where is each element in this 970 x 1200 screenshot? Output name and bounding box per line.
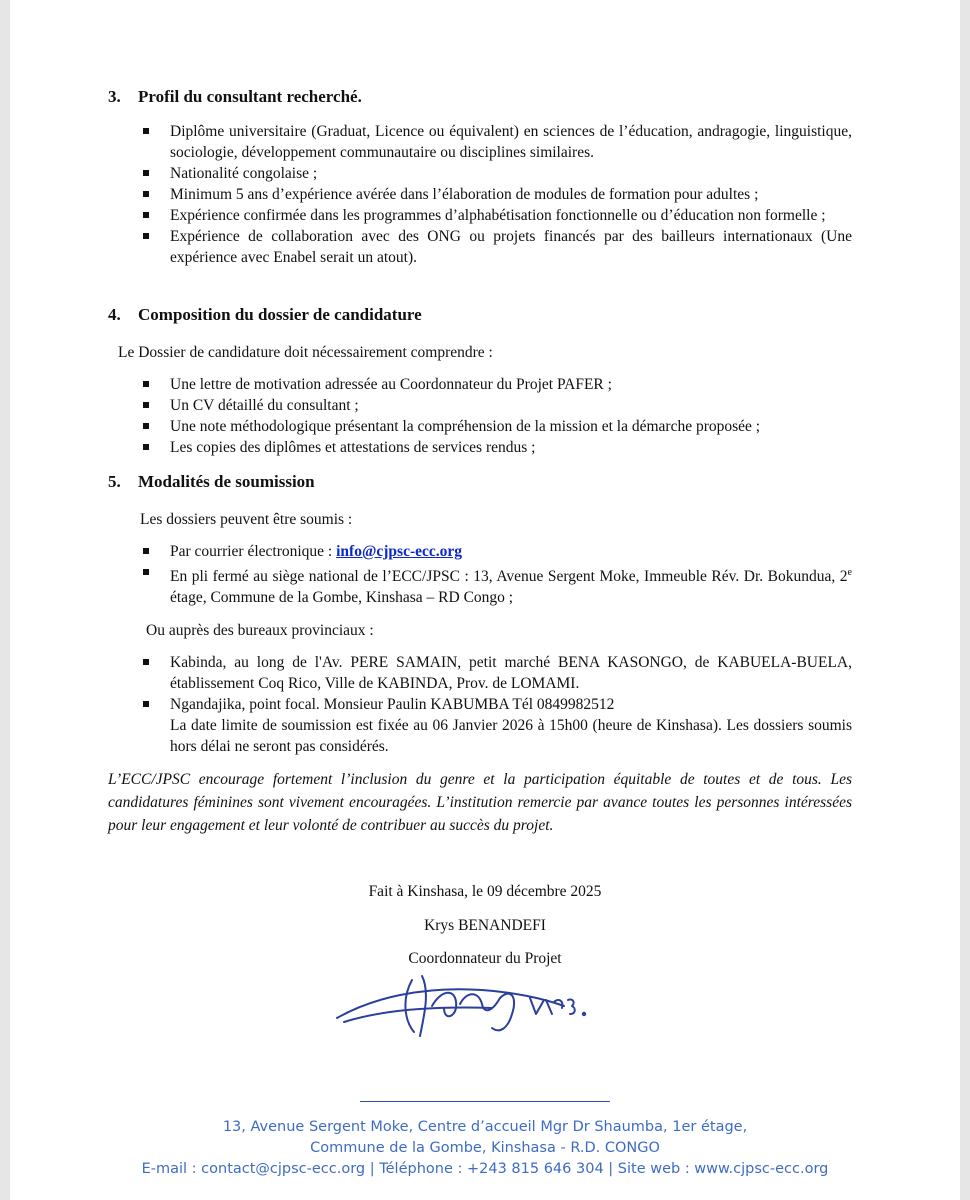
signatory-name: Krys BENANDEFI — [424, 917, 546, 934]
bullet-icon — [143, 233, 149, 239]
section-4-intro: Le Dossier de candidature doit nécessairement comprendre : — [118, 344, 493, 361]
list-item — [140, 652, 852, 694]
section-5-list — [140, 541, 852, 608]
bullet-icon — [143, 701, 149, 707]
provincial-intro: Ou auprès des bureaux provinciaux : — [146, 622, 374, 639]
bullet-icon — [143, 659, 149, 665]
section-4-title: Composition du dossier de candidature — [138, 305, 422, 324]
list-item-text: Expérience confirmée dans les programmes d’alphabétisation fonctionnelle ou d’éducation non formelle ; — [170, 207, 826, 224]
place-date: Fait à Kinshasa, le 09 décembre 2025 — [368, 883, 602, 900]
section-4-number: 4. — [108, 305, 121, 324]
section-5-intro: Les dossiers peuvent être soumis : — [140, 511, 353, 528]
list-item — [140, 694, 852, 757]
list-item — [140, 416, 852, 437]
section-5-heading — [108, 471, 315, 493]
address-text-b: étage, Commune de la Gombe, Kinshasa – RD Congo ; — [170, 589, 514, 607]
list-item — [140, 121, 852, 163]
list-item-text: Kabinda, au long de l'Av. PERE SAMAIN, petit marché BENA KASONGO, de KABUELA-BUELA, établissement Coq Rico, Ville de KABINDA, Prov. de LOMAMI. — [170, 654, 852, 692]
footer-divider — [360, 1101, 610, 1102]
deadline-text: La date limite de soumission est fixée au 06 Janvier 2026 à 15h00 (heure de Kinshasa). Les dossiers soumis hors délai ne seront pas considérés. — [170, 717, 852, 755]
page-edge-right — [960, 0, 970, 1200]
bullet-icon — [143, 170, 149, 176]
list-item — [140, 395, 852, 416]
section-4-heading — [108, 304, 422, 326]
list-item-text: Un CV détaillé du consultant ; — [170, 397, 359, 414]
list-item-text: Expérience de collaboration avec des ONG ou projets financés par des bailleurs internationaux (Une expérience avec Enabel serait un atout). — [170, 228, 852, 266]
list-item — [140, 205, 852, 226]
section-5-number: 5. — [108, 472, 121, 491]
list-item-text: Une note méthodologique présentant la compréhension de la mission et la démarche proposée ; — [170, 418, 761, 435]
address-text-a: En pli fermé au siège national de l’ECC/JPSC : 13, Avenue Sergent Moke, Immeuble Rév. Dr. Bokundua, 2 — [170, 568, 848, 586]
list-item — [140, 541, 852, 562]
section-5-title: Modalités de soumission — [138, 472, 315, 491]
page-edge-left — [0, 0, 10, 1200]
bullet-icon — [143, 402, 149, 408]
list-item — [140, 374, 852, 395]
bullet-icon — [143, 381, 149, 387]
list-item — [140, 163, 852, 184]
list-item-text: Ngandajika, point focal. Monsieur Paulin KABUMBA Tél 0849982512 — [170, 696, 615, 713]
section-3-number: 3. — [108, 87, 121, 106]
bullet-icon — [143, 569, 149, 575]
footer-city: Commune de la Gombe, Kinshasa - R.D. CONGO — [310, 1140, 660, 1156]
section-3-title: Profil du consultant recherché. — [138, 87, 362, 106]
footer-address: 13, Avenue Sergent Moke, Centre d’accueil Mgr Dr Shaumba, 1er étage, — [222, 1119, 748, 1135]
list-item — [140, 437, 852, 458]
list-item — [140, 562, 852, 608]
list-item-text: Minimum 5 ans d’expérience avérée dans l’élaboration de modules de formation pour adultes ; — [170, 186, 759, 203]
bullet-icon — [143, 212, 149, 218]
email-prefix: Par courrier électronique : — [170, 543, 337, 560]
list-item — [140, 184, 852, 205]
list-item-text: Diplôme universitaire (Graduat, Licence ou équivalent) en sciences de l’éducation, andragogie, linguistique, sociologie, développement communautaire ou disciplines similaires. — [170, 123, 852, 161]
list-item-text: Une lettre de motivation adressée au Coordonnateur du Projet PAFER ; — [170, 376, 612, 393]
list-item-text: Nationalité congolaise ; — [170, 165, 318, 182]
bullet-icon — [143, 548, 149, 554]
section-3-heading — [108, 86, 362, 108]
bullet-icon — [143, 128, 149, 134]
ordinal-superscript: e — [847, 567, 852, 578]
footer-contacts: E-mail : contact@cjpsc-ecc.org | Téléphone : +243 815 646 304 | Site web : www.cjpsc-ecc.org — [141, 1161, 829, 1177]
closing-statement: L’ECC/JPSC encourage fortement l’inclusion du genre et la participation équitable de toutes et de tous. Les candidatures féminines sont vivement encouragées. L’institution remercie par avance toutes les personnes intéressées pour leur engagement et leur volonté de contribuer au succès du projet. — [108, 771, 852, 834]
bullet-icon — [143, 444, 149, 450]
handwritten-signature — [332, 958, 632, 1038]
bullet-icon — [143, 423, 149, 429]
bullet-icon — [143, 191, 149, 197]
signatory-role: Coordonnateur du Projet — [408, 950, 562, 967]
email-link[interactable]: info@cjpsc-ecc.org — [336, 543, 463, 560]
list-item — [140, 226, 852, 268]
section-4-list — [140, 374, 852, 458]
section-3-list — [140, 121, 852, 268]
provincial-list — [140, 652, 852, 757]
list-item-text: Les copies des diplômes et attestations de services rendus ; — [170, 439, 536, 456]
